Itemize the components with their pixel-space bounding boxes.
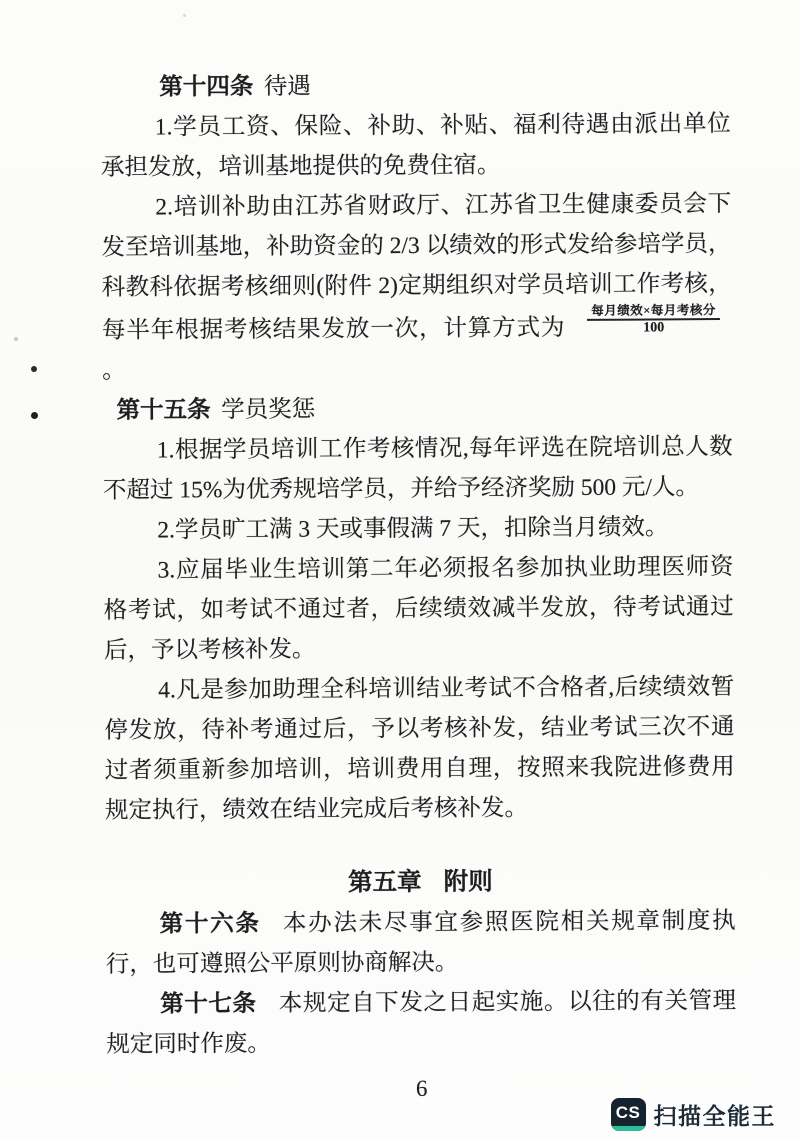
camscanner-watermark [611, 1098, 777, 1131]
paragraph: 3.应届毕业生培训第二年必须报名参加执业助理医师资格考试，如考试不通过者，后续绩效减半发放，待考试通过后，予以考核补发。 [103, 553, 734, 664]
chapter-title: 附则 [443, 868, 493, 896]
chapter-number: 第五章 [348, 868, 422, 897]
paragraph-text: 本办法未尽事宜参照医院相关规章制度执行，也可遵照公平原则协商解决。 [105, 907, 736, 978]
paragraph-text: 2.培训补助由江苏省财政厅、江苏省卫生健康委员会下发至培训基地，补助资金的 2/3 以绩效的形式发给参培学员，科教科依据考核细则(附件 2)定期组织对学员培训工作考核，每半年根据考核结果发放一次，计算方式为 [101, 190, 732, 344]
formula-paragraph [101, 184, 732, 391]
article-number: 第十六条 [159, 910, 261, 938]
article-paragraph [106, 901, 736, 985]
paragraph: 4.凡是参加助理全科培训结业考试不合格者,后续绩效暂停发放，待补考通过后，予以考核补发，结业考试三次不通过者须重新参加培训，培训费用自理，按照来我院进修费用规定执行，绩效在结业完成后考核补发。 [104, 673, 735, 824]
article-paragraph [106, 981, 736, 1065]
paragraph: 1.学员工资、保险、补助、补贴、福利待遇由派出单位承担发放，培训基地提供的免费住宿。 [100, 110, 731, 181]
camscanner-badge-text: CS [615, 1103, 641, 1122]
article-number: 第十四条 [159, 73, 254, 101]
article-heading [102, 387, 732, 431]
article-title: 待遇 [263, 73, 311, 100]
formula-fraction [587, 304, 720, 337]
article-number: 第十五条 [116, 397, 211, 424]
article-title: 学员奖惩 [221, 396, 316, 424]
camscanner-logo-icon [611, 1098, 646, 1131]
paragraph: 1.根据学员培训工作考核情况,每年评选在院培训总人数不超过 15%为优秀规培学员，并给予经济奖励 500 元/人。 [102, 433, 733, 504]
chapter-heading [105, 861, 735, 905]
camscanner-badge-accent [611, 1126, 646, 1131]
camscanner-label: 扫描全能王 [653, 1103, 776, 1129]
formula-denominator: 100 [643, 320, 665, 336]
article-heading [100, 64, 730, 108]
article-number: 第十七条 [160, 990, 257, 1018]
paragraph-text: 本规定自下发之日起实施。以往的有关管理规定同时作废。 [106, 987, 737, 1058]
sentence-end: 。 [102, 357, 126, 384]
formula-numerator: 每月绩效×每月考核分 [587, 304, 720, 321]
paragraph: 2.学员旷工满 3 天或事假满 7 天，扣除当月绩效。 [157, 514, 669, 544]
page-number: 6 [415, 1075, 428, 1101]
